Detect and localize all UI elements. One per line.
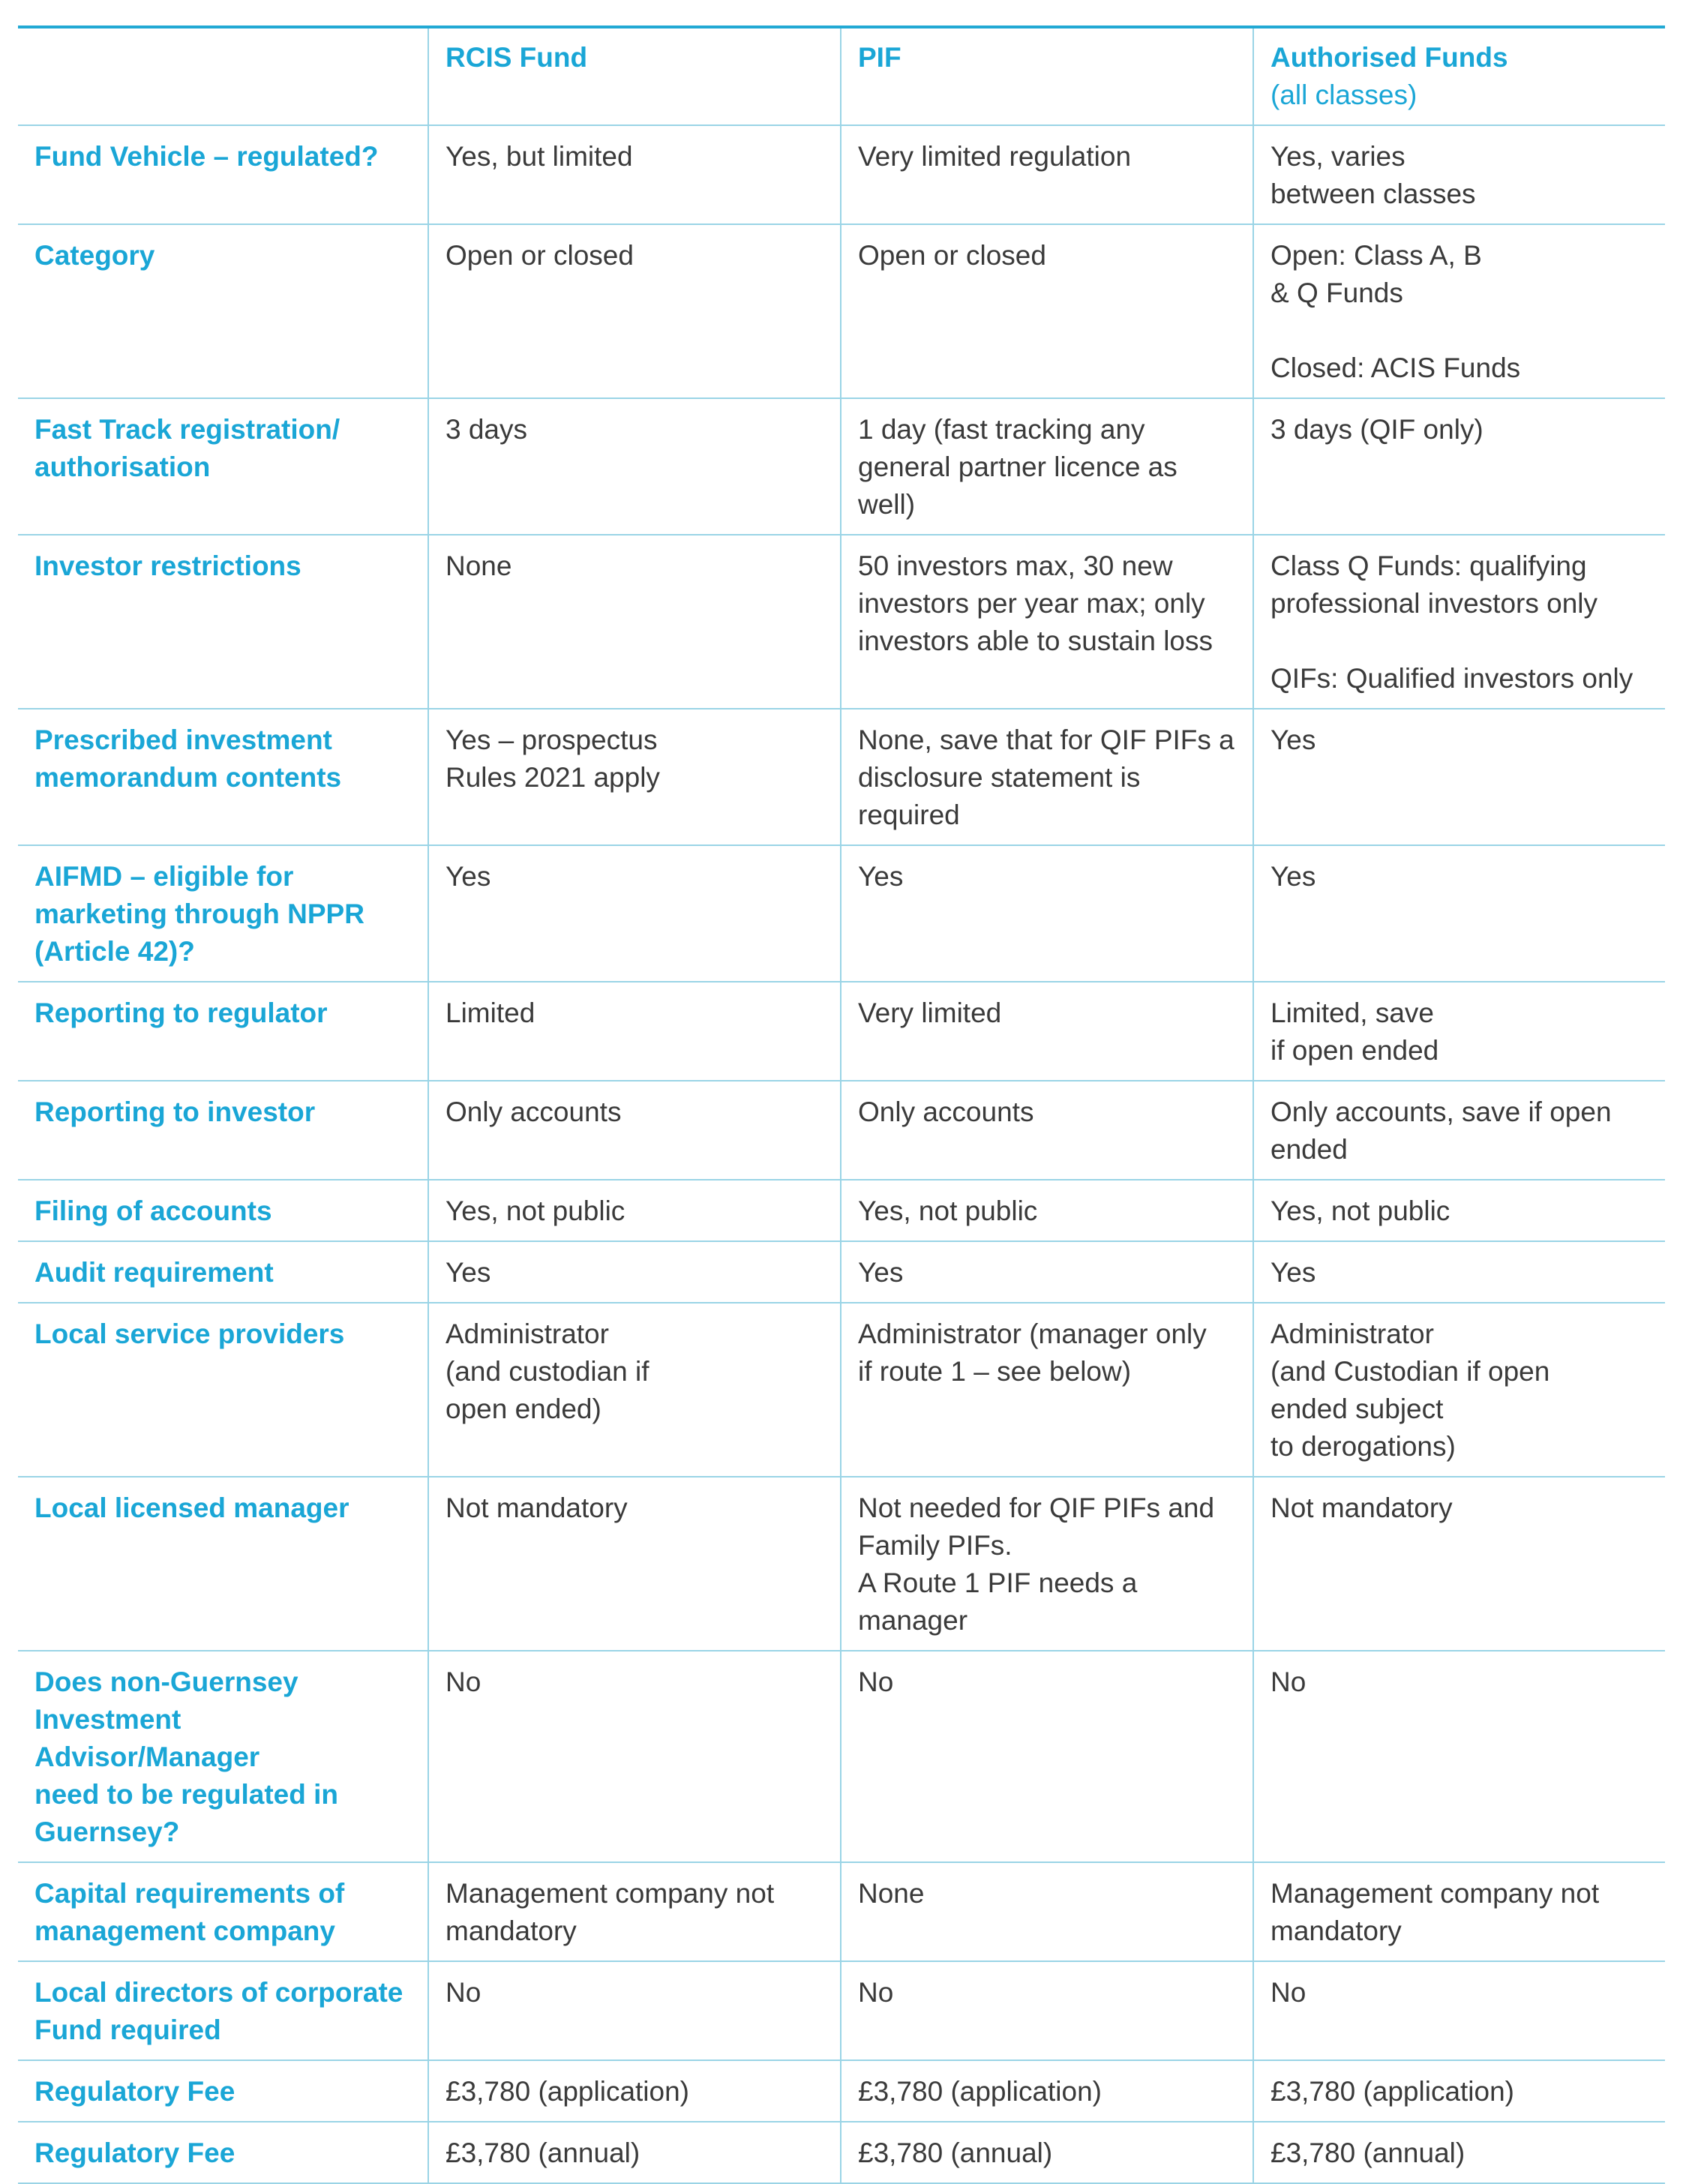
row-label bbox=[18, 1961, 428, 2060]
table-row bbox=[18, 1961, 1665, 2060]
rcis-cell-text: Yes, but limited bbox=[446, 141, 633, 172]
pif-cell bbox=[841, 125, 1253, 224]
row-label bbox=[18, 709, 428, 845]
table-row bbox=[18, 1241, 1665, 1303]
row-label-text: Capital requirements of management company bbox=[34, 1878, 345, 1946]
header-row bbox=[18, 28, 1665, 125]
rcis-cell bbox=[428, 1651, 841, 1862]
header-corner bbox=[18, 28, 428, 125]
row-label bbox=[18, 1651, 428, 1862]
pif-cell-text: Not needed for QIF PIFs and Family PIFs. A Route 1 PIF needs a manager bbox=[858, 1492, 1215, 1636]
rcis-cell-text: Not mandatory bbox=[446, 1492, 628, 1523]
row-label-text: Filing of accounts bbox=[34, 1196, 272, 1226]
pif-cell bbox=[841, 1961, 1253, 2060]
rcis-cell bbox=[428, 1241, 841, 1303]
pif-cell bbox=[841, 224, 1253, 398]
row-label-text: Local service providers bbox=[34, 1318, 345, 1349]
row-label-text: Local licensed manager bbox=[34, 1492, 350, 1523]
authorised-cell bbox=[1253, 1862, 1665, 1961]
pif-cell-text: £3,780 (annual) bbox=[858, 2138, 1053, 2168]
rcis-cell bbox=[428, 845, 841, 982]
authorised-cell-text: Open: Class A, B & Q Funds Closed: ACIS Funds bbox=[1270, 240, 1521, 383]
authorised-cell-text: Only accounts, save if open ended bbox=[1270, 1096, 1612, 1165]
pif-cell-text: No bbox=[858, 1666, 894, 1697]
rcis-cell bbox=[428, 535, 841, 709]
row-label bbox=[18, 1862, 428, 1961]
header-pif: PIF bbox=[841, 28, 1253, 125]
pif-cell-text: 50 investors max, 30 new investors per year max; only investors able to sustain loss bbox=[858, 550, 1214, 656]
rcis-cell bbox=[428, 1477, 841, 1651]
table-row bbox=[18, 2060, 1665, 2122]
header-authorised-funds-subtitle: (all classes) bbox=[1270, 80, 1418, 110]
authorised-cell-text: No bbox=[1270, 1977, 1306, 2008]
rcis-cell-text: Administrator (and custodian if open ended) bbox=[446, 1318, 650, 1424]
authorised-cell-text: 3 days (QIF only) bbox=[1270, 414, 1484, 445]
authorised-cell-text: Yes bbox=[1270, 861, 1316, 892]
authorised-cell-text: Limited, save if open ended bbox=[1270, 998, 1439, 1066]
rcis-cell-text: Open or closed bbox=[446, 240, 634, 271]
row-label bbox=[18, 535, 428, 709]
row-label-text: Regulatory Fee bbox=[34, 2076, 236, 2107]
rcis-cell-text: No bbox=[446, 1977, 482, 2008]
comparison-table-container bbox=[18, 26, 1665, 2184]
row-label-text: Audit requirement bbox=[34, 1257, 274, 1288]
pif-cell bbox=[841, 1477, 1253, 1651]
rcis-cell bbox=[428, 1180, 841, 1241]
authorised-cell-text: Yes bbox=[1270, 724, 1316, 755]
row-label-text: Investor restrictions bbox=[34, 550, 302, 581]
row-label bbox=[18, 398, 428, 535]
authorised-cell-text: Yes, varies between classes bbox=[1270, 141, 1476, 209]
authorised-cell bbox=[1253, 535, 1665, 709]
pif-cell-text: Very limited bbox=[858, 998, 1002, 1028]
authorised-cell-text: Management company not mandatory bbox=[1270, 1878, 1600, 1946]
authorised-cell bbox=[1253, 1241, 1665, 1303]
authorised-cell bbox=[1253, 2122, 1665, 2183]
row-label bbox=[18, 1303, 428, 1477]
pif-cell bbox=[841, 2122, 1253, 2183]
rcis-cell-text: Limited bbox=[446, 998, 536, 1028]
rcis-cell-text: Yes – prospectus Rules 2021 apply bbox=[446, 724, 660, 793]
table-row bbox=[18, 535, 1665, 709]
row-label bbox=[18, 224, 428, 398]
rcis-cell bbox=[428, 1081, 841, 1180]
rcis-cell-text: £3,780 (annual) bbox=[446, 2138, 640, 2168]
pif-cell bbox=[841, 1241, 1253, 1303]
rcis-cell bbox=[428, 709, 841, 845]
rcis-cell-text: £3,780 (application) bbox=[446, 2076, 689, 2107]
pif-cell-text: No bbox=[858, 1977, 894, 2008]
row-label-text: Regulatory Fee bbox=[34, 2138, 236, 2168]
pif-cell-text: Yes bbox=[858, 861, 904, 892]
rcis-cell-text: Yes bbox=[446, 1257, 491, 1288]
authorised-cell bbox=[1253, 1651, 1665, 1862]
pif-cell bbox=[841, 709, 1253, 845]
header-authorised-funds bbox=[1253, 28, 1665, 125]
table-row bbox=[18, 1862, 1665, 1961]
authorised-cell-text: Administrator (and Custodian if open ended subject to derogations) bbox=[1270, 1318, 1550, 1462]
pif-cell-text: £3,780 (application) bbox=[858, 2076, 1102, 2107]
table-row bbox=[18, 709, 1665, 845]
pif-cell bbox=[841, 982, 1253, 1081]
row-label-text: AIFMD – eligible for marketing through NPPR (Article 42)? bbox=[34, 861, 364, 967]
rcis-cell-text: Only accounts bbox=[446, 1096, 622, 1127]
table-row bbox=[18, 1303, 1665, 1477]
table-row bbox=[18, 2122, 1665, 2183]
authorised-cell bbox=[1253, 1961, 1665, 2060]
pif-cell-text: None, save that for QIF PIFs a disclosure statement is required bbox=[858, 724, 1234, 830]
row-label bbox=[18, 845, 428, 982]
pif-cell bbox=[841, 535, 1253, 709]
authorised-cell bbox=[1253, 2060, 1665, 2122]
row-label bbox=[18, 982, 428, 1081]
authorised-cell bbox=[1253, 1303, 1665, 1477]
rcis-cell bbox=[428, 982, 841, 1081]
table-row bbox=[18, 224, 1665, 398]
pif-cell bbox=[841, 1651, 1253, 1862]
rcis-cell-text: No bbox=[446, 1666, 482, 1697]
row-label bbox=[18, 1477, 428, 1651]
rcis-cell bbox=[428, 2060, 841, 2122]
rcis-cell bbox=[428, 1862, 841, 1961]
rcis-cell-text: None bbox=[446, 550, 512, 581]
row-label bbox=[18, 1241, 428, 1303]
rcis-cell bbox=[428, 1961, 841, 2060]
table-row bbox=[18, 125, 1665, 224]
rcis-cell-text: Yes bbox=[446, 861, 491, 892]
rcis-cell bbox=[428, 1303, 841, 1477]
row-label-text: Local directors of corporate Fund required bbox=[34, 1977, 404, 2045]
pif-cell bbox=[841, 398, 1253, 535]
authorised-cell bbox=[1253, 845, 1665, 982]
pif-cell bbox=[841, 1303, 1253, 1477]
pif-cell-text: Administrator (manager only if route 1 – see below) bbox=[858, 1318, 1207, 1387]
authorised-cell-text: £3,780 (annual) bbox=[1270, 2138, 1466, 2168]
table-row bbox=[18, 845, 1665, 982]
table-row bbox=[18, 982, 1665, 1081]
authorised-cell bbox=[1253, 398, 1665, 535]
authorised-cell bbox=[1253, 1477, 1665, 1651]
authorised-cell-text: Class Q Funds: qualifying professional investors only QIFs: Qualified investors only bbox=[1270, 550, 1634, 694]
authorised-cell bbox=[1253, 125, 1665, 224]
row-label-text: Category bbox=[34, 240, 155, 271]
pif-cell bbox=[841, 2060, 1253, 2122]
row-label bbox=[18, 2060, 428, 2122]
fund-comparison-table bbox=[18, 28, 1665, 2184]
authorised-cell bbox=[1253, 224, 1665, 398]
pif-cell-text: 1 day (fast tracking any general partner licence as well) bbox=[858, 414, 1178, 520]
authorised-cell-text: Yes bbox=[1270, 1257, 1316, 1288]
authorised-cell bbox=[1253, 1180, 1665, 1241]
row-label bbox=[18, 1081, 428, 1180]
table-row bbox=[18, 1180, 1665, 1241]
authorised-cell bbox=[1253, 982, 1665, 1081]
pif-cell-text: None bbox=[858, 1878, 925, 1909]
row-label-text: Reporting to investor bbox=[34, 1096, 316, 1127]
table-row bbox=[18, 1081, 1665, 1180]
table-body bbox=[18, 125, 1665, 2183]
pif-cell bbox=[841, 1081, 1253, 1180]
pif-cell bbox=[841, 1180, 1253, 1241]
pif-cell bbox=[841, 845, 1253, 982]
rcis-cell bbox=[428, 398, 841, 535]
rcis-cell-text: 3 days bbox=[446, 414, 528, 445]
row-label bbox=[18, 2122, 428, 2183]
header-authorised-funds-title: Authorised Funds bbox=[1270, 42, 1508, 73]
pif-cell-text: Very limited regulation bbox=[858, 141, 1132, 172]
row-label-text: Does non-Guernsey Investment Advisor/Manager need to be regulated in Guernsey? bbox=[34, 1666, 338, 1847]
pif-cell bbox=[841, 1862, 1253, 1961]
row-label-text: Fund Vehicle – regulated? bbox=[34, 141, 379, 172]
pif-cell-text: Only accounts bbox=[858, 1096, 1034, 1127]
row-label-text: Reporting to regulator bbox=[34, 998, 328, 1028]
pif-cell-text: Open or closed bbox=[858, 240, 1046, 271]
row-label-text: Prescribed investment memorandum contents bbox=[34, 724, 342, 793]
table-row bbox=[18, 1651, 1665, 1862]
authorised-cell bbox=[1253, 709, 1665, 845]
rcis-cell-text: Management company not mandatory bbox=[446, 1878, 775, 1946]
authorised-cell-text: No bbox=[1270, 1666, 1306, 1697]
rcis-cell-text: Yes, not public bbox=[446, 1196, 626, 1226]
rcis-cell bbox=[428, 125, 841, 224]
row-label-text: Fast Track registration/ authorisation bbox=[34, 414, 340, 482]
table-row bbox=[18, 1477, 1665, 1651]
header-rcis-fund: RCIS Fund bbox=[428, 28, 841, 125]
row-label bbox=[18, 1180, 428, 1241]
pif-cell-text: Yes, not public bbox=[858, 1196, 1038, 1226]
authorised-cell bbox=[1253, 1081, 1665, 1180]
rcis-cell bbox=[428, 2122, 841, 2183]
pif-cell-text: Yes bbox=[858, 1257, 904, 1288]
authorised-cell-text: Not mandatory bbox=[1270, 1492, 1453, 1523]
authorised-cell-text: Yes, not public bbox=[1270, 1196, 1450, 1226]
rcis-cell bbox=[428, 224, 841, 398]
authorised-cell-text: £3,780 (application) bbox=[1270, 2076, 1514, 2107]
table-row bbox=[18, 398, 1665, 535]
row-label bbox=[18, 125, 428, 224]
